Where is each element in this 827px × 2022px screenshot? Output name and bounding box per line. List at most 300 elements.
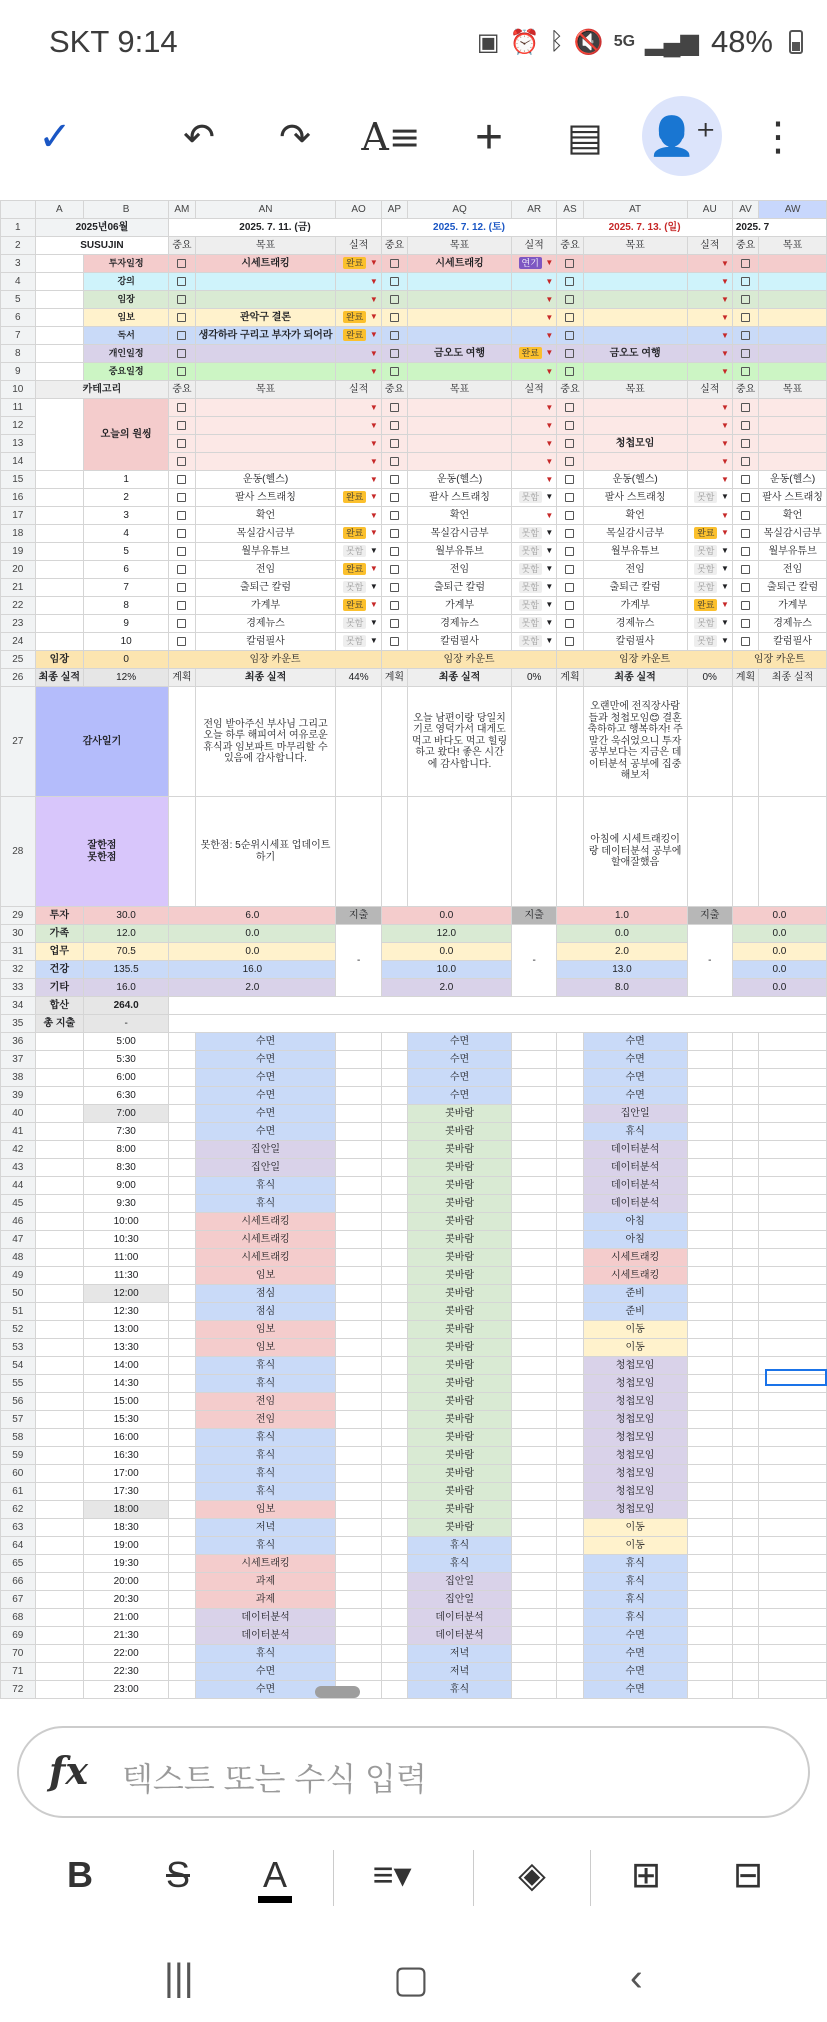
cell[interactable]: 실적 <box>687 237 732 255</box>
cell[interactable] <box>336 471 381 489</box>
cell[interactable] <box>557 1375 583 1393</box>
row-header[interactable]: 67 <box>1 1591 36 1609</box>
cell[interactable]: 0.0 <box>381 943 511 961</box>
cell[interactable] <box>381 1177 407 1195</box>
cell[interactable] <box>732 453 758 471</box>
cell[interactable] <box>35 1519 83 1537</box>
cell[interactable]: 임장 카운트 <box>169 651 382 669</box>
cell[interactable] <box>169 1555 195 1573</box>
cell[interactable] <box>732 1303 758 1321</box>
row-header[interactable]: 32 <box>1 961 36 979</box>
cell[interactable] <box>732 1213 758 1231</box>
cell[interactable] <box>732 1483 758 1501</box>
cell[interactable] <box>732 1267 758 1285</box>
cell[interactable] <box>381 1483 407 1501</box>
cell[interactable]: 데이터분석 <box>583 1159 687 1177</box>
cell[interactable] <box>557 1555 583 1573</box>
cell[interactable] <box>381 597 407 615</box>
cell[interactable] <box>512 1627 557 1645</box>
cell[interactable] <box>336 1357 381 1375</box>
cell[interactable] <box>169 1537 195 1555</box>
cell[interactable] <box>381 1321 407 1339</box>
checkbox-icon[interactable] <box>177 637 186 646</box>
checkbox-icon[interactable] <box>741 637 750 646</box>
cell[interactable] <box>408 435 512 453</box>
row-header[interactable]: 24 <box>1 633 36 651</box>
cell[interactable] <box>381 1105 407 1123</box>
cell[interactable] <box>408 797 512 907</box>
cell[interactable] <box>381 1465 407 1483</box>
cell[interactable]: 수면 <box>408 1033 512 1051</box>
cell[interactable] <box>336 435 381 453</box>
cell[interactable] <box>169 579 195 597</box>
cell[interactable]: 가족 <box>35 925 83 943</box>
cell[interactable] <box>169 363 195 381</box>
checkbox-icon[interactable] <box>390 349 399 358</box>
dropdown-icon[interactable]: ▼ <box>720 474 729 484</box>
cell[interactable] <box>732 1177 758 1195</box>
row-header[interactable]: 11 <box>1 399 36 417</box>
row-header[interactable]: 21 <box>1 579 36 597</box>
cell[interactable] <box>169 1015 827 1033</box>
cell[interactable] <box>759 1177 827 1195</box>
cell[interactable]: 오늘 남편이랑 당일치기로 영덕가서 대게도 먹고 바다도 먹고 힐링하고 왔다! 좋은 시간에 감사합니다. <box>408 687 512 797</box>
checkbox-icon[interactable] <box>741 475 750 484</box>
cell[interactable]: 휴식 <box>408 1681 512 1699</box>
cell[interactable] <box>35 1447 83 1465</box>
cell[interactable]: 0.0 <box>169 943 336 961</box>
row-header[interactable]: 5 <box>1 291 36 309</box>
row-header[interactable]: 8 <box>1 345 36 363</box>
cell[interactable]: 22:00 <box>84 1645 169 1663</box>
cell[interactable]: 지출 <box>512 907 557 925</box>
cell[interactable]: 14:00 <box>84 1357 169 1375</box>
cell[interactable] <box>732 1447 758 1465</box>
cell[interactable]: 데이터분석 <box>195 1609 336 1627</box>
cell[interactable] <box>336 1555 381 1573</box>
cell[interactable] <box>557 1285 583 1303</box>
cell[interactable]: 청첩모임 <box>583 1501 687 1519</box>
row-header[interactable]: 18 <box>1 525 36 543</box>
cell[interactable] <box>759 273 827 291</box>
dropdown-icon[interactable]: ▼ <box>720 582 729 592</box>
cell[interactable] <box>381 1573 407 1591</box>
cell[interactable] <box>557 1501 583 1519</box>
cell[interactable]: 점심 <box>195 1303 336 1321</box>
cell[interactable] <box>169 1303 195 1321</box>
cell[interactable] <box>557 1177 583 1195</box>
cell[interactable] <box>557 255 583 273</box>
dropdown-icon[interactable]: ▼ <box>720 402 729 412</box>
cell[interactable]: 목실감시금부 <box>408 525 512 543</box>
cell[interactable] <box>732 1519 758 1537</box>
row-header[interactable]: 17 <box>1 507 36 525</box>
checkbox-icon[interactable] <box>741 349 750 358</box>
cell[interactable] <box>759 363 827 381</box>
cell[interactable] <box>557 1573 583 1591</box>
checkbox-icon[interactable] <box>177 601 186 610</box>
cell[interactable] <box>512 273 557 291</box>
cell[interactable] <box>381 1231 407 1249</box>
cell[interactable]: 금오도 여행 <box>583 345 687 363</box>
checkbox-icon[interactable] <box>390 259 399 268</box>
cell[interactable] <box>732 1285 758 1303</box>
row-header[interactable]: 25 <box>1 651 36 669</box>
cell[interactable] <box>381 561 407 579</box>
cell[interactable] <box>759 1591 827 1609</box>
cell[interactable] <box>512 1663 557 1681</box>
cell[interactable]: SUSUJIN <box>35 237 169 255</box>
cell[interactable] <box>169 1447 195 1465</box>
checkbox-icon[interactable] <box>741 367 750 376</box>
dropdown-icon[interactable]: ▼ <box>369 312 378 322</box>
cell[interactable]: 6 <box>84 561 169 579</box>
cell[interactable] <box>35 1285 83 1303</box>
cell[interactable]: 집안일 <box>583 1105 687 1123</box>
cell[interactable]: 저녁 <box>408 1645 512 1663</box>
cell[interactable]: 경제뉴스 <box>408 615 512 633</box>
column-header[interactable]: AS <box>557 201 583 219</box>
cell[interactable] <box>732 1663 758 1681</box>
cell[interactable]: 수면 <box>195 1087 336 1105</box>
cell[interactable] <box>759 1105 827 1123</box>
cell[interactable]: - <box>687 925 732 997</box>
cell[interactable] <box>169 417 195 435</box>
dropdown-icon[interactable]: ▼ <box>545 312 554 322</box>
cell[interactable]: 19:30 <box>84 1555 169 1573</box>
dropdown-icon[interactable]: ▼ <box>720 312 729 322</box>
dropdown-icon[interactable]: ▼ <box>369 600 378 610</box>
dropdown-icon[interactable]: ▼ <box>369 582 378 592</box>
cell[interactable] <box>557 1609 583 1627</box>
dropdown-icon[interactable]: ▼ <box>720 294 729 304</box>
cell[interactable] <box>557 1393 583 1411</box>
cell[interactable] <box>169 1411 195 1429</box>
cell[interactable] <box>169 309 195 327</box>
cell[interactable] <box>35 543 83 561</box>
cell[interactable]: 0.0 <box>381 907 511 925</box>
cell[interactable] <box>732 1123 758 1141</box>
dropdown-icon[interactable]: ▼ <box>720 546 729 556</box>
cell[interactable] <box>169 489 195 507</box>
cell[interactable]: 콧바람 <box>408 1141 512 1159</box>
cell[interactable] <box>408 399 512 417</box>
cell[interactable] <box>732 1627 758 1645</box>
cell[interactable] <box>687 399 732 417</box>
cell[interactable]: 수면 <box>195 1123 336 1141</box>
text-format-icon[interactable]: A≡ <box>361 115 421 159</box>
cell[interactable]: 못함 ▼ <box>336 579 381 597</box>
cell[interactable] <box>336 273 381 291</box>
row-header[interactable]: 2 <box>1 237 36 255</box>
cell[interactable] <box>512 1555 557 1573</box>
cell[interactable] <box>381 489 407 507</box>
cell[interactable] <box>169 1195 195 1213</box>
cell[interactable]: 22:30 <box>84 1663 169 1681</box>
row-header[interactable]: 20 <box>1 561 36 579</box>
cell[interactable] <box>336 1303 381 1321</box>
row-header[interactable]: 60 <box>1 1465 36 1483</box>
row-header[interactable]: 46 <box>1 1213 36 1231</box>
insert-plus-icon[interactable]: + <box>474 110 504 164</box>
cell[interactable]: 콧바람 <box>408 1195 512 1213</box>
cell[interactable] <box>687 1339 732 1357</box>
checkbox-icon[interactable] <box>741 583 750 592</box>
cell[interactable]: 휴식 <box>195 1537 336 1555</box>
cell[interactable]: 콧바람 <box>408 1231 512 1249</box>
row-header[interactable]: 19 <box>1 543 36 561</box>
cell[interactable]: 목표 <box>583 237 687 255</box>
cell[interactable] <box>557 1483 583 1501</box>
checkbox-icon[interactable] <box>177 403 186 412</box>
cell[interactable] <box>687 1465 732 1483</box>
cell[interactable]: 콧바람 <box>408 1267 512 1285</box>
cell[interactable] <box>336 1429 381 1447</box>
row-header[interactable]: 23 <box>1 615 36 633</box>
cell[interactable] <box>512 1537 557 1555</box>
cell[interactable] <box>557 417 583 435</box>
cell[interactable] <box>687 1285 732 1303</box>
checkbox-icon[interactable] <box>390 367 399 376</box>
cell[interactable] <box>336 1663 381 1681</box>
cell[interactable]: - <box>512 925 557 997</box>
cell[interactable] <box>169 273 195 291</box>
cell[interactable] <box>687 1051 732 1069</box>
cell[interactable] <box>732 525 758 543</box>
row-header[interactable]: 44 <box>1 1177 36 1195</box>
cell[interactable] <box>169 1681 195 1699</box>
cell[interactable]: 15:30 <box>84 1411 169 1429</box>
cell[interactable]: 집안일 <box>195 1141 336 1159</box>
cell[interactable] <box>759 1123 827 1141</box>
cell[interactable]: 중요 <box>557 237 583 255</box>
cell[interactable] <box>169 507 195 525</box>
cell[interactable]: 수면 <box>195 1051 336 1069</box>
cell[interactable]: 휴식 <box>583 1555 687 1573</box>
cell[interactable] <box>512 1087 557 1105</box>
cell[interactable]: 목표 <box>195 381 336 399</box>
cell[interactable]: 0 <box>84 651 169 669</box>
cell[interactable]: 확언 <box>583 507 687 525</box>
dropdown-icon[interactable]: ▼ <box>720 528 729 538</box>
cell[interactable] <box>687 1033 732 1051</box>
cell[interactable]: 지출 <box>336 907 381 925</box>
cell[interactable] <box>381 1375 407 1393</box>
cell[interactable]: 2025. 7 <box>732 219 826 237</box>
cell[interactable] <box>381 435 407 453</box>
cell[interactable]: 0.0 <box>732 925 826 943</box>
cell[interactable] <box>759 1447 827 1465</box>
cell[interactable]: 전임 <box>195 561 336 579</box>
cell[interactable]: 콧바람 <box>408 1429 512 1447</box>
cell[interactable] <box>687 1069 732 1087</box>
cell[interactable]: 완료 ▼ <box>687 597 732 615</box>
checkbox-icon[interactable] <box>177 439 186 448</box>
cell[interactable] <box>557 597 583 615</box>
cell[interactable] <box>169 543 195 561</box>
cell[interactable] <box>169 1519 195 1537</box>
row-header[interactable]: 57 <box>1 1411 36 1429</box>
cell[interactable] <box>687 435 732 453</box>
checkbox-icon[interactable] <box>565 403 574 412</box>
comment-icon[interactable]: ▤ <box>567 116 603 159</box>
cell[interactable]: 목실감시금부 <box>583 525 687 543</box>
cell[interactable]: 수면 <box>583 1033 687 1051</box>
cell[interactable]: 계획 <box>732 669 758 687</box>
cell[interactable]: 못함 ▼ <box>512 597 557 615</box>
cell[interactable]: 계획 <box>169 669 195 687</box>
cell[interactable]: 9:30 <box>84 1195 169 1213</box>
cell[interactable] <box>687 291 732 309</box>
cell[interactable] <box>732 1573 758 1591</box>
row-header[interactable]: 65 <box>1 1555 36 1573</box>
cell[interactable]: 18:00 <box>84 1501 169 1519</box>
row-header[interactable]: 39 <box>1 1087 36 1105</box>
cell[interactable] <box>512 1465 557 1483</box>
checkbox-icon[interactable] <box>390 331 399 340</box>
cell[interactable] <box>169 1141 195 1159</box>
cell[interactable]: 과제 <box>195 1573 336 1591</box>
dropdown-icon[interactable]: ▼ <box>369 618 378 628</box>
cell[interactable] <box>759 1069 827 1087</box>
checkbox-icon[interactable] <box>390 403 399 412</box>
row-header[interactable]: 9 <box>1 363 36 381</box>
column-header[interactable]: AN <box>195 201 336 219</box>
cell[interactable] <box>169 997 827 1015</box>
checkbox-icon[interactable] <box>741 493 750 502</box>
row-header[interactable]: 56 <box>1 1393 36 1411</box>
cell[interactable] <box>35 561 83 579</box>
cell[interactable]: 시세트래킹 <box>195 1231 336 1249</box>
row-header[interactable]: 66 <box>1 1573 36 1591</box>
cell[interactable] <box>732 1339 758 1357</box>
dropdown-icon[interactable]: ▼ <box>369 276 378 286</box>
cell[interactable]: 월부유튜브 <box>759 543 827 561</box>
cell[interactable] <box>169 597 195 615</box>
cell[interactable] <box>512 471 557 489</box>
cell[interactable]: 잘한점 못한점 <box>35 797 169 907</box>
cell[interactable] <box>687 327 732 345</box>
cell[interactable]: 완료 ▼ <box>336 597 381 615</box>
cell[interactable] <box>732 291 758 309</box>
cell[interactable]: 5:00 <box>84 1033 169 1051</box>
cell[interactable]: 중요 <box>557 381 583 399</box>
cell[interactable]: 경제뉴스 <box>759 615 827 633</box>
cell[interactable] <box>195 417 336 435</box>
row-header[interactable]: 34 <box>1 997 36 1015</box>
cell[interactable] <box>687 1249 732 1267</box>
cell[interactable] <box>381 255 407 273</box>
cell[interactable]: 완료 ▼ <box>336 561 381 579</box>
cell[interactable]: 5:30 <box>84 1051 169 1069</box>
cell[interactable] <box>35 1375 83 1393</box>
cell[interactable]: 데이터분석 <box>583 1177 687 1195</box>
cell[interactable] <box>557 1195 583 1213</box>
cell[interactable]: 콧바람 <box>408 1483 512 1501</box>
row-header[interactable]: 41 <box>1 1123 36 1141</box>
cell[interactable] <box>35 1501 83 1519</box>
cell[interactable] <box>512 435 557 453</box>
cell[interactable] <box>687 1105 732 1123</box>
cell[interactable] <box>336 1141 381 1159</box>
cell[interactable] <box>557 1141 583 1159</box>
cell[interactable] <box>583 255 687 273</box>
dropdown-icon[interactable]: ▼ <box>369 402 378 412</box>
cell[interactable] <box>381 345 407 363</box>
cell[interactable]: 4 <box>84 525 169 543</box>
column-header[interactable]: AR <box>512 201 557 219</box>
cell[interactable]: 집안일 <box>408 1591 512 1609</box>
cell[interactable]: 16:00 <box>84 1429 169 1447</box>
checkbox-icon[interactable] <box>565 493 574 502</box>
cell[interactable] <box>759 453 827 471</box>
cell[interactable]: 칼럼필사 <box>195 633 336 651</box>
cell[interactable] <box>687 363 732 381</box>
cell[interactable] <box>381 453 407 471</box>
cell[interactable] <box>557 291 583 309</box>
cell[interactable]: 11:30 <box>84 1267 169 1285</box>
cell[interactable] <box>732 1159 758 1177</box>
cell[interactable] <box>35 1591 83 1609</box>
dropdown-icon[interactable]: ▼ <box>545 330 554 340</box>
cell[interactable] <box>169 1051 195 1069</box>
cell[interactable] <box>169 797 195 907</box>
row-header[interactable]: 70 <box>1 1645 36 1663</box>
cell[interactable] <box>169 1357 195 1375</box>
checkbox-icon[interactable] <box>741 331 750 340</box>
cell[interactable]: 수면 <box>195 1663 336 1681</box>
cell[interactable] <box>557 1357 583 1375</box>
column-header[interactable]: B <box>84 201 169 219</box>
cell[interactable]: 못함 ▼ <box>687 579 732 597</box>
cell[interactable] <box>687 1357 732 1375</box>
cell[interactable] <box>408 273 512 291</box>
cell[interactable] <box>512 1177 557 1195</box>
formula-input[interactable]: 텍스트 또는 수식 입력 <box>122 1761 427 1797</box>
cell[interactable] <box>759 1645 827 1663</box>
cell[interactable]: 8 <box>84 597 169 615</box>
cell[interactable]: 0.0 <box>557 925 687 943</box>
cell[interactable] <box>687 1267 732 1285</box>
cell[interactable] <box>35 1357 83 1375</box>
cell[interactable]: 중요 <box>381 237 407 255</box>
cell[interactable] <box>732 273 758 291</box>
cell[interactable] <box>557 1645 583 1663</box>
cell[interactable]: 팔사 스트래칭 <box>759 489 827 507</box>
cell[interactable]: 임장 카운트 <box>557 651 733 669</box>
cell[interactable] <box>732 1357 758 1375</box>
cell[interactable] <box>169 1213 195 1231</box>
row-header[interactable]: 26 <box>1 669 36 687</box>
cell[interactable] <box>381 1357 407 1375</box>
cell[interactable] <box>381 1051 407 1069</box>
row-header[interactable]: 47 <box>1 1231 36 1249</box>
cell[interactable] <box>408 453 512 471</box>
cell[interactable]: 월부유튜브 <box>195 543 336 561</box>
cell[interactable]: 가계부 <box>583 597 687 615</box>
cell[interactable] <box>408 417 512 435</box>
cell[interactable]: 청첩모임 <box>583 1429 687 1447</box>
cell[interactable] <box>759 1159 827 1177</box>
cell[interactable]: 2025. 7. 12. (토) <box>381 219 557 237</box>
cell[interactable]: 계획 <box>557 669 583 687</box>
cell[interactable]: 수면 <box>583 1069 687 1087</box>
cell[interactable] <box>381 309 407 327</box>
cell[interactable]: 팔사 스트래칭 <box>195 489 336 507</box>
cell[interactable] <box>195 399 336 417</box>
cell[interactable] <box>169 687 195 797</box>
row-header[interactable]: 52 <box>1 1321 36 1339</box>
